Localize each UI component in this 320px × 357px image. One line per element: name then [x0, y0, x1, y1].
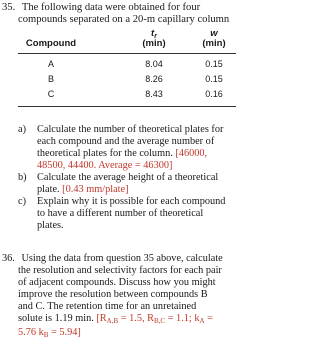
cell-tr: 8.43: [145, 89, 163, 99]
question-35-text-2: compounds separated on a 20-m capillary column: [18, 14, 230, 25]
question-35-text-1: The following data were obtained for four: [21, 2, 201, 13]
part-c-label: c): [18, 196, 26, 207]
question-36-line-1: [2, 253, 223, 265]
part-b-line-1: Calculate the average height of a theoretical: [37, 172, 219, 183]
question-36-text-5: and C. The retention time for an unretained: [18, 301, 197, 312]
col-header-tr-symbol: $t_r$: [151, 28, 157, 40]
part-a-line-2: each compound and the average number of: [37, 136, 215, 147]
col-header-tr-unit: (min): [142, 38, 166, 49]
cell-tr: 8.04: [145, 59, 163, 69]
col-header-w-unit: (min): [202, 38, 226, 49]
cell-compound: B: [47, 74, 54, 84]
part-b-label: b): [18, 172, 27, 183]
part-a-line-1: Calculate the number of theoretical plates for: [37, 124, 224, 135]
col-header-compound: Compound: [25, 38, 77, 49]
question-36-text-2: the resolution and selectivity factors for each pair: [18, 265, 222, 276]
cell-compound: C: [47, 89, 55, 99]
part-a-answer-2: 48500, 44400. Average = 46300]: [37, 160, 173, 171]
part-c-line-2: to have a different number of theoretical: [37, 208, 204, 219]
question-35-number: 35.: [2, 2, 16, 13]
question-35-line-1: [2, 2, 200, 14]
part-c-line-3: plates.: [37, 220, 64, 231]
question-36-text-4: improve the resolution between compounds B: [18, 289, 208, 300]
part-a-answer-1: [46000,: [175, 148, 208, 159]
table-bottom-rule: [18, 106, 236, 107]
question-36-text-1: Using the data from question 35 above, calculate: [21, 253, 223, 264]
cell-tr: 8.26: [145, 74, 163, 84]
col-header-w-symbol: w: [210, 28, 218, 39]
part-b-line-2: plate. [0.43 mm/plate]: [37, 184, 129, 195]
question-36-number: 36.: [2, 253, 15, 264]
cell-w: 0.15: [205, 59, 223, 69]
part-a-label: a): [18, 124, 26, 135]
cell-w: 0.16: [205, 89, 223, 99]
question-36-text-6: solute is 1.19 min. [$R_{A,B} = 1.5$, $R_{B,C} = 1.1$; $k_A$ =: [18, 313, 213, 325]
question-36-text-3: of adjacent compounds. Discuss how you might: [18, 277, 216, 288]
cell-w: 0.15: [205, 74, 223, 84]
part-a-line-3: theoretical plates for the column. [46000,: [37, 148, 208, 159]
table-header-rule: [18, 53, 236, 54]
cell-compound: A: [47, 59, 54, 69]
part-c-line-1: Explain why it is possible for each compound: [37, 196, 226, 207]
question-36-answer-1: [$R_{A,B} = 1.5$, $R_{B,C} = 1.1$; $k_A$ =: [96, 313, 213, 325]
part-b-answer: [0.43 mm/plate]: [62, 184, 129, 195]
question-36-answer-2: 5.76 $k_B = 5.94$]: [18, 327, 81, 339]
